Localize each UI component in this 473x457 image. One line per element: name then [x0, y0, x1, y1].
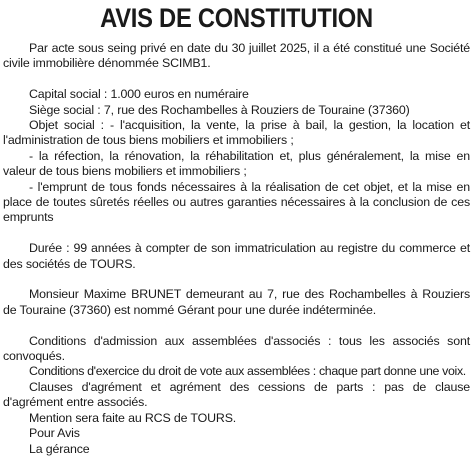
- paragraph-vote: Conditions d'exercice du droit de vote aux assemblées : chaque part donne une voix.: [29, 364, 466, 379]
- notice-body: [3, 41, 470, 457]
- paragraph-agrement: Clauses d'agrément et agrément des cessions de parts : pas de clause d'agrément entre associés.: [3, 379, 470, 410]
- paragraph-rcs: Mention sera faite au RCS de TOURS.: [29, 410, 237, 425]
- paragraph-admission: Conditions d'admission aux assemblées d'associés : tous les associés sont convoqués.: [3, 333, 470, 364]
- notice-title: AVIS DE CONSTITUTION: [100, 3, 373, 33]
- paragraph-siege: Siège social : 7, rue des Rochambelles à Rouziers de Touraine (37360): [29, 102, 410, 117]
- paragraph-capital: Capital social : 1.000 euros en numéraire: [29, 87, 249, 102]
- paragraph-duree: Durée : 99 années à compter de son immatriculation au registre du commerce et des sociétés de TOURS.: [3, 241, 470, 271]
- paragraph-gerance: La gérance: [29, 441, 90, 456]
- paragraph-pour-avis: Pour Avis: [29, 426, 80, 441]
- paragraph-objet: Objet social : - l'acquisition, la vente, la prise à bail, la gestion, la location et l'administration de tous biens mobiliers et immobiliers ;: [3, 118, 470, 148]
- paragraph-objet-refection: - la réfection, la rénovation, la réhabilitation et, plus généralement, la mise en valeur de tous biens mobiliers et immobiliers ;: [3, 148, 470, 179]
- paragraph-gerant: Monsieur Maxime BRUNET demeurant au 7, rue des Rochambelles à Rouziers de Touraine (37360) est nommé Gérant pour une durée indéterminée.: [3, 287, 470, 317]
- paragraph-objet-emprunt: - l'emprunt de tous fonds nécessaires à la réalisation de cet objet, et la mise en place de toutes sûretés réelles ou autres garanties nécessaires à la conclusion de ces emprunts: [3, 179, 470, 225]
- paragraph-act: Par acte sous seing privé en date du 30 juillet 2025, il a été constitué une Société civile immobilière dénommée SCIMB1.: [3, 41, 470, 71]
